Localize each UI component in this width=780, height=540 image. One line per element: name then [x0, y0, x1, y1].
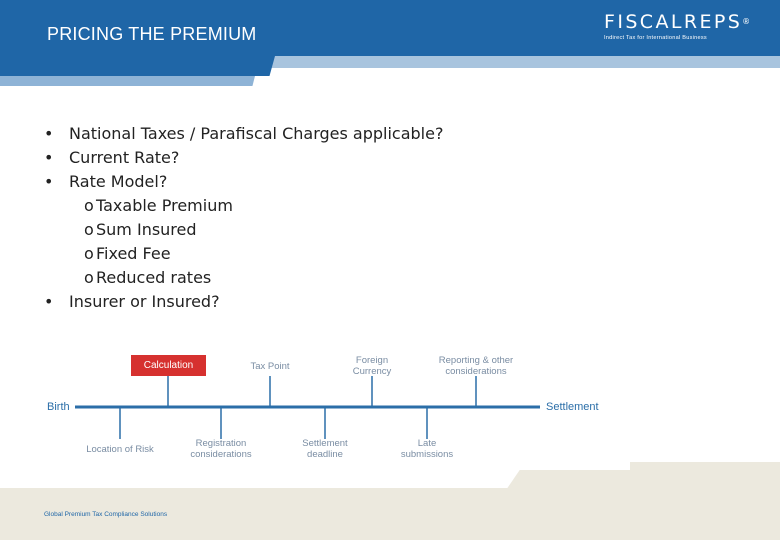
bullet-text: Insurer or Insured? [69, 292, 220, 311]
header-title-tab-shadow [0, 76, 255, 86]
late-submissions-label: Late submissions [400, 438, 454, 460]
sub-bullet-text: Sum Insured [96, 220, 197, 239]
bullet-text: Rate Model? [69, 172, 168, 191]
logo-name: FISCALREPS [604, 11, 743, 33]
timeline-start-label: Birth [47, 401, 70, 413]
fiscalreps-logo [604, 11, 751, 41]
bullet-marker: • [44, 292, 54, 311]
footer-slant [506, 470, 780, 490]
header-title-tab [0, 56, 275, 76]
sub-bullet-text: Taxable Premium [96, 196, 233, 215]
settlement-deadline-label: Settlement deadline [302, 438, 348, 460]
sub-bullet-item [44, 194, 443, 218]
bullet-item [44, 122, 443, 146]
sub-bullet-text: Fixed Fee [96, 244, 171, 263]
bullet-text: Current Rate? [69, 148, 180, 167]
footer-text: Global Premium Tax Compliance Solutions [44, 511, 168, 518]
location-of-risk-label: Location of Risk [86, 444, 154, 455]
sub-bullet-marker: o [84, 196, 94, 215]
bullet-marker: • [44, 124, 54, 143]
registration-considerations-label: Registration considerations [190, 438, 252, 460]
bullet-text: National Taxes / Parafiscal Charges applicable? [69, 124, 444, 143]
bullet-marker: • [44, 148, 54, 167]
bullet-item [44, 146, 443, 170]
bullet-list [44, 122, 443, 314]
premium-lifecycle-timeline [32, 334, 634, 474]
sub-bullet-marker: o [84, 268, 94, 287]
reporting-considerations-label: Reporting & other considerations [438, 355, 514, 377]
sub-bullet-marker: o [84, 244, 94, 263]
bullet-item [44, 170, 443, 194]
logo-tagline: Indirect Tax for International Business [604, 35, 707, 41]
foreign-currency-label: Foreign Currency [352, 355, 392, 377]
sub-bullet-marker: o [84, 220, 94, 239]
page-title: PRICING THE PREMIUM [47, 24, 257, 44]
calculation-label: Calculation [143, 360, 194, 371]
timeline-end-label: Settlement [546, 401, 599, 413]
sub-bullet-item [44, 266, 443, 290]
sub-bullet-text: Reduced rates [96, 268, 212, 287]
calculation-highlight-box [131, 355, 206, 376]
bullet-marker: • [44, 172, 54, 191]
logo-registered-mark: ® [742, 17, 751, 26]
bullet-item [44, 290, 443, 314]
tax-point-label: Tax Point [250, 361, 290, 372]
sub-bullet-item [44, 242, 443, 266]
sub-bullet-item [44, 218, 443, 242]
